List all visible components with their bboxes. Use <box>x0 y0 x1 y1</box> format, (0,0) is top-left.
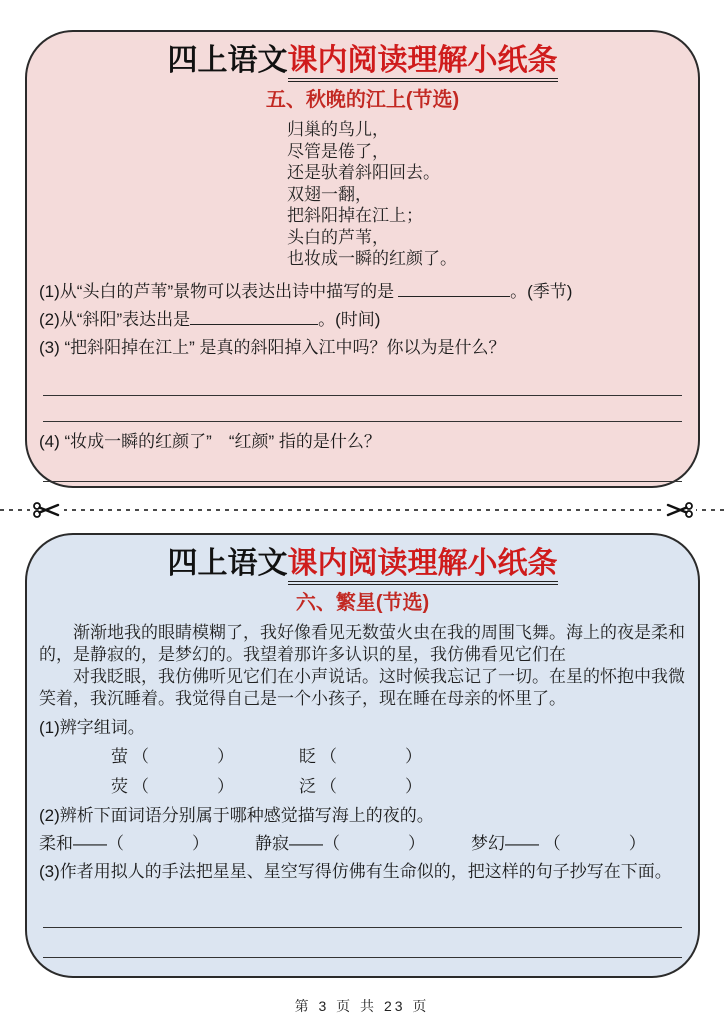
poem-line: 还是驮着斜阳回去。 <box>287 163 440 182</box>
question-2 <box>39 306 686 334</box>
paren-blank: （ ） <box>323 834 425 853</box>
word-pair-cell <box>111 772 299 802</box>
sense-item <box>39 830 209 858</box>
paren-blank: （ ） <box>543 834 646 853</box>
scissors-icon <box>662 500 696 520</box>
word-pair-row <box>39 772 686 802</box>
card-title <box>37 545 688 583</box>
section-title-5: 五、秋晚的江上(节选) <box>265 89 460 111</box>
question-4: (4) “妆成一瞬的红颜了” “红颜” 指的是什么？ <box>39 431 381 451</box>
page-number: 第 3 页 共 23 页 <box>294 998 430 1014</box>
question-1-suffix: 。(季节) <box>510 281 573 301</box>
sense-item <box>471 830 646 858</box>
answer-blank <box>398 282 510 297</box>
scissors-icon <box>30 500 64 520</box>
word-char: 荧 <box>111 777 128 796</box>
sense-label: 梦幻—— <box>471 834 544 853</box>
word-char: 萤 <box>111 747 128 766</box>
word-pair-cell <box>299 742 487 772</box>
sense-label: 柔和—— <box>39 834 107 853</box>
card-autumn-river <box>25 30 700 488</box>
word-char: 眨 <box>299 747 316 766</box>
sense-item <box>255 830 425 858</box>
card-title <box>37 42 688 80</box>
word-char: 泛 <box>299 777 316 796</box>
card-stars <box>25 533 700 978</box>
paren-blank: （ ） <box>107 834 209 853</box>
question-2-suffix: 。(时间) <box>318 309 381 329</box>
paren-blank: （ ） <box>132 777 234 796</box>
question-1-text: (1)从“头白的芦苇”景物可以表达出诗中描写的是 <box>39 281 395 301</box>
question-2-text: (2)从“斜阳”表达出是 <box>39 309 191 329</box>
answer-line <box>43 928 682 958</box>
questions-block-6 <box>37 714 688 958</box>
answer-line <box>43 362 682 396</box>
cut-line <box>0 509 724 511</box>
section-title-6: 六、繁星(节选) <box>295 592 430 614</box>
passage-paragraph: 渐渐地我的眼睛模糊了，我好像看见无数萤火虫在我的周围飞舞。海上的夜是柔和的，是静寂的，是梦幻的。我望着那许多认识的星，我仿佛看见它们在 <box>39 623 685 664</box>
poem-line: 归巢的鸟儿， <box>287 120 389 139</box>
senses-row <box>39 830 686 858</box>
word-pair-cell <box>111 742 299 772</box>
question-1: (1)辨字组词。 <box>39 718 145 737</box>
poem-line: 也妆成一瞬的红颜了。 <box>287 249 457 268</box>
sense-label: 静寂—— <box>255 834 323 853</box>
answer-line <box>43 456 682 482</box>
paren-blank: （ ） <box>132 747 234 766</box>
poem-block <box>287 119 688 270</box>
answer-line <box>43 886 682 928</box>
paren-blank: （ ） <box>320 747 422 766</box>
question-3: (3) “把斜阳掉在江上” 是真的斜阳掉入江中吗？你以为是什么？ <box>39 337 506 357</box>
poem-line: 头白的芦苇， <box>287 227 389 247</box>
questions-block-5 <box>37 278 688 482</box>
answer-line <box>43 396 682 422</box>
card-title-highlight: 课内阅读理解小纸条 <box>288 44 558 82</box>
question-2: (2)辨析下面词语分别属于哪种感觉描写海上的夜的。 <box>39 806 434 825</box>
passage-paragraph: 对我眨眼，我仿佛听见它们在小声说话。这时候我忘记了一切。在星的怀抱中我微笑着，我沉睡着。我觉得自己是一个小孩子，现在睡在母亲的怀里了。 <box>39 667 685 708</box>
poem-line: 双翅一翻， <box>287 184 372 204</box>
paren-blank: （ ） <box>320 777 422 796</box>
poem-line: 把斜阳掉在江上； <box>287 206 423 225</box>
card-title-prefix: 四上语文 <box>167 44 288 77</box>
word-pair-row <box>39 742 686 772</box>
poem-line: 尽管是倦了， <box>287 141 389 161</box>
card-title-highlight: 课内阅读理解小纸条 <box>288 547 558 585</box>
passage-block <box>37 622 688 710</box>
word-pair-cell <box>299 772 487 802</box>
question-3: (3)作者用拟人的手法把星星、星空写得仿佛有生命似的，把这样的句子抄写在下面。 <box>39 862 672 881</box>
question-1 <box>39 278 686 306</box>
card-title-prefix: 四上语文 <box>167 547 288 580</box>
answer-blank <box>190 310 318 325</box>
